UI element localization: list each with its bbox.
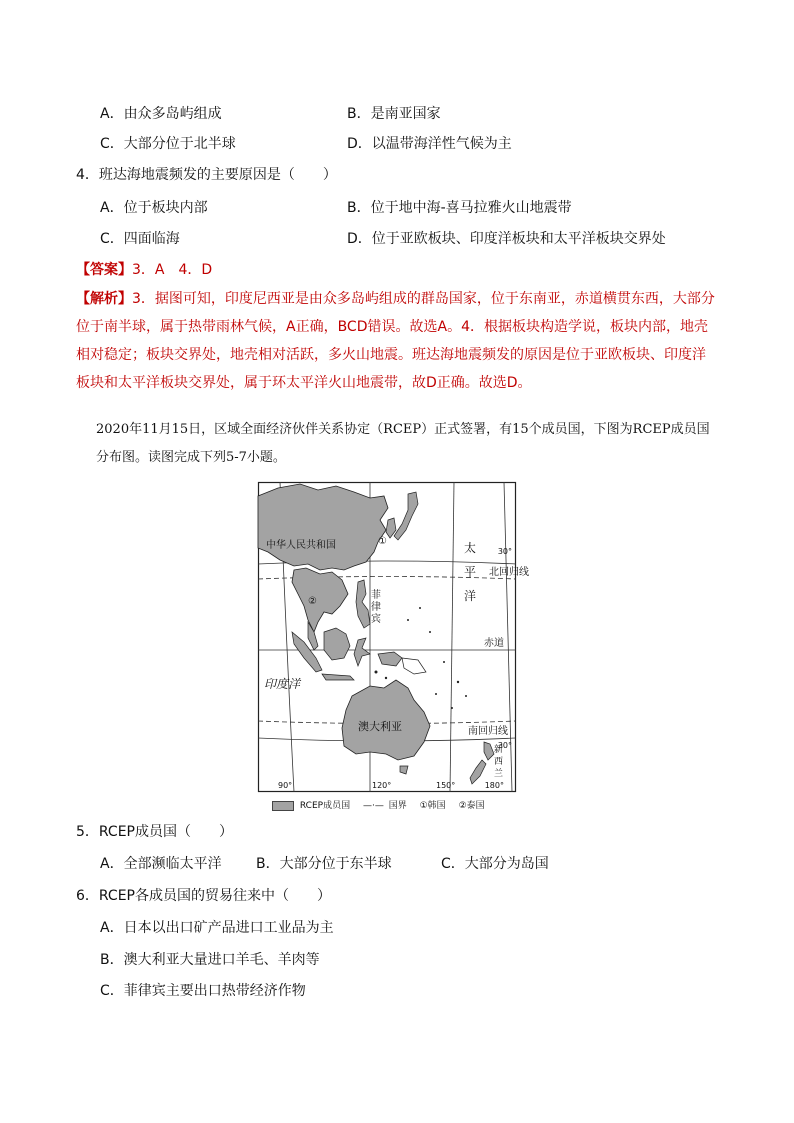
q5-stem: 5．RCEP成员国（ ） (76, 824, 234, 840)
q6-option-b: B．澳大利亚大量进口羊毛、羊肉等 (100, 952, 320, 968)
legend-member-swatch (272, 801, 294, 811)
label-nz-1: 新 (494, 745, 504, 755)
q3-option-c: C．大部分位于北半球 (100, 136, 236, 152)
q3-option-d: D．以温带海洋性气候为主 (347, 136, 512, 152)
marker-thailand: ② (308, 596, 317, 607)
label-equator: 赤道 (484, 638, 504, 649)
analysis-text: 3．据图可知，印度尼西亚是由众多岛屿组成的群岛国家，位于东南亚，赤道横贯东西，大部分位于南半球，属于热带雨林气候，A正确，BCD错误。故选A。4．根据板块构造学说，板块内部，地壳相对稳定；板块交界处，地壳相对活跃，多火山地震。班达海地震频发的原因是位于亚欧板块、印度洋板块和太平洋板块交界处，属于环太平洋火山地震带，故D正确。故选D。 (76, 291, 715, 391)
label-tropic-capricorn: 南回归线 (468, 726, 508, 737)
label-philippines-2: 律 (371, 602, 381, 613)
analysis-block (76, 285, 718, 397)
label-lon-150: 150° (436, 781, 456, 790)
q6-option-a: A．日本以出口矿产品进口工业品为主 (100, 920, 334, 936)
legend-border-label: 国界 (388, 801, 407, 811)
label-indian-ocean: 印度洋 (264, 677, 301, 691)
q5-option-b: B．大部分位于东半球 (256, 856, 392, 872)
label-lat-30s: 30° (497, 741, 512, 750)
marker-korea: ① (378, 536, 387, 547)
label-lon-120: 120° (372, 781, 392, 790)
label-nz-3: 兰 (494, 769, 504, 779)
label-philippines-3: 宾 (371, 614, 381, 625)
answer-tag: 【答案】 (76, 262, 132, 278)
answer-line (76, 260, 212, 280)
label-pacific-3: 洋 (464, 589, 477, 603)
q5-option-c: C．大部分为岛国 (441, 856, 549, 872)
label-lon-90: 90° (278, 781, 293, 790)
q3-option-a: A．由众多岛屿组成 (100, 106, 222, 122)
rcep-member-map (258, 482, 529, 792)
q3-option-b: B．是南亚国家 (347, 106, 441, 122)
q4-stem: 4．班达海地震频发的主要原因是（ ） (76, 167, 337, 183)
label-lat-30n: 30° (497, 547, 512, 556)
label-china: 中华人民共和国 (266, 540, 336, 551)
label-philippines-1: 菲 (371, 590, 381, 601)
legend-border-icon: —·— (362, 801, 384, 811)
map-legend (272, 798, 485, 814)
legend-thailand-label: ②泰国 (458, 801, 485, 811)
answer-text: 3．A 4．D (132, 262, 213, 278)
label-lon-180: 180° (484, 781, 504, 790)
analysis-tag: 【解析】 (76, 291, 132, 307)
passage-intro: 2020年11月15日，区域全面经济伙伴关系协定（RCEP）正式签署，有15个成员国，下图为RCEP成员国分布图。读图完成下列5-7小题。 (96, 422, 710, 465)
q6-stem: 6．RCEP各成员国的贸易往来中（ ） (76, 888, 332, 904)
q5-option-a: A．全部濒临太平洋 (100, 856, 222, 872)
label-tropic-cancer: 北回归线 (489, 567, 529, 578)
q4-option-c: C．四面临海 (100, 231, 180, 247)
q6-option-c: C．菲律宾主要出口热带经济作物 (100, 983, 306, 999)
legend-member-label: RCEP成员国 (299, 801, 351, 811)
label-australia: 澳大利亚 (358, 720, 402, 733)
label-nz-2: 西 (494, 757, 504, 767)
q4-option-d: D．位于亚欧板块、印度洋板块和太平洋板块交界处 (347, 231, 666, 247)
q4-option-b: B．位于地中海-喜马拉雅火山地震带 (347, 200, 572, 216)
label-pacific-1: 太 (464, 541, 477, 555)
legend-korea-label: ①韩国 (419, 801, 446, 811)
q4-option-a: A．位于板块内部 (100, 200, 208, 216)
label-pacific-2: 平 (464, 565, 477, 579)
